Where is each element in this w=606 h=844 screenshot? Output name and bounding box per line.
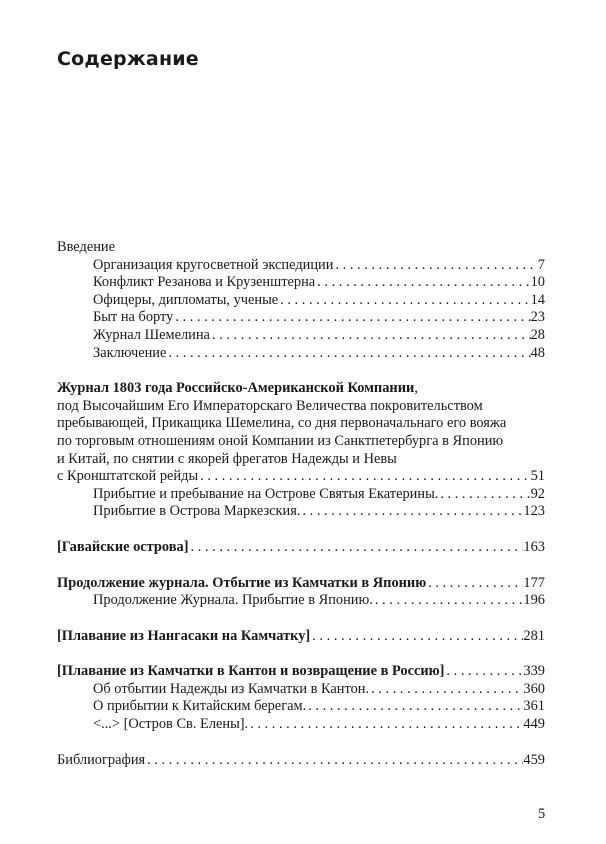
dot-leader [145, 752, 523, 770]
toc-entry[interactable] [57, 663, 545, 681]
dot-leader [166, 345, 530, 363]
toc-entry-page: 339 [523, 663, 545, 680]
toc-section-intro-title: Введение [57, 239, 116, 255]
dot-leader [248, 716, 523, 734]
journal-description-line: по торговым отношениям оной Компании из Санктпетербурга в Японию [57, 432, 504, 449]
journal-title-comma: , [414, 380, 418, 397]
toc-entry[interactable] [57, 345, 545, 363]
toc-entry-title: О прибытии к Китайским берегам. [93, 698, 307, 715]
toc-entry-title: Быт на борту [93, 309, 174, 326]
journal-description-line: пребывающей, Прикащика Шемелина, со дня первоначальнаго его вояжа [57, 415, 507, 432]
dot-leader [278, 292, 530, 310]
dot-leader [300, 503, 523, 521]
toc-entry[interactable] [57, 752, 545, 770]
dot-leader [315, 274, 530, 292]
journal-description-line: под Высочайшим Его Императорскаго Величества покровительством [57, 397, 483, 414]
toc-entry-title: Журнал Шемелина [93, 326, 210, 343]
dot-leader [373, 592, 524, 610]
dot-leader [173, 309, 530, 327]
toc-entry-title: Заключение [93, 344, 167, 361]
section-spacer [57, 645, 545, 663]
toc-entry[interactable] [57, 503, 545, 521]
toc-entry-page: 28 [530, 326, 545, 343]
dot-leader [444, 663, 523, 681]
toc-entry-page: 48 [530, 344, 545, 361]
toc-section-journal-title[interactable] [57, 380, 545, 398]
toc-entry[interactable] [57, 257, 545, 275]
table-of-contents [57, 239, 545, 769]
toc-entry-title: Продолжение журнала. Отбытие из Камчатки в Японию [57, 574, 427, 591]
dot-leader [369, 681, 523, 699]
toc-entry-title: <...> [Остров Св. Елены]. [93, 716, 249, 733]
toc-entry-page: 177 [523, 574, 545, 591]
toc-entry-page: 196 [523, 592, 545, 609]
section-spacer [57, 521, 545, 539]
toc-entry-title: Об отбытии Надежды из Камчатки в Кантон. [93, 680, 370, 697]
toc-entry[interactable] [57, 292, 545, 310]
toc-entry-page: 449 [523, 716, 545, 733]
dot-leader [210, 327, 531, 345]
journal-description-line: и Китай, по снятии с якорей фрегатов Надежды и Невы [57, 450, 397, 467]
toc-entry-page: 281 [523, 627, 545, 644]
toc-entry-page: 360 [523, 680, 545, 697]
toc-entry[interactable] [57, 592, 545, 610]
toc-entry-title: [Гавайские острова] [57, 538, 189, 555]
section-spacer [57, 734, 545, 752]
toc-entry-title: с Кронштатской рейды [57, 468, 199, 485]
toc-entry[interactable] [57, 716, 545, 734]
page-number: 5 [538, 806, 546, 822]
dot-leader [438, 486, 530, 504]
toc-entry-title: Прибытие в Острова Маркезския. [93, 503, 301, 520]
toc-entry-page: 10 [530, 274, 545, 291]
toc-entry-title: Офицеры, дипломаты, ученые [93, 291, 279, 308]
toc-entry[interactable] [57, 575, 545, 593]
toc-entry-page: 163 [523, 538, 545, 555]
toc-entry-title: Прибытие и пребывание на Острове Святыя Екатерины. [93, 485, 439, 502]
toc-entry[interactable] [57, 309, 545, 327]
toc-entry[interactable] [57, 698, 545, 716]
toc-entry-page: 7 [537, 256, 545, 273]
dot-leader [333, 257, 537, 275]
toc-entry[interactable] [57, 274, 545, 292]
toc-entry[interactable] [57, 539, 545, 557]
toc-entry-page: 361 [523, 698, 545, 715]
toc-entry-title: [Плавание из Нангасаки на Камчатку] [57, 627, 311, 644]
toc-entry-page: 92 [530, 485, 545, 502]
toc-entry-page: 51 [530, 468, 545, 485]
dot-leader [426, 575, 523, 593]
toc-entry-page: 23 [530, 309, 545, 326]
section-spacer [57, 610, 545, 628]
toc-entry-title: Конфликт Резанова и Крузенштерна [93, 274, 316, 291]
toc-entry-page: 14 [530, 291, 545, 308]
toc-entry-title: Библиография [57, 751, 146, 768]
toc-entry-title: [Плавание из Камчатки в Кантон и возвращение в Россию] [57, 663, 445, 680]
toc-entry[interactable] [57, 486, 545, 504]
toc-entry-page: 123 [523, 503, 545, 520]
toc-entry[interactable] [57, 628, 545, 646]
dot-leader [189, 539, 524, 557]
toc-entry-title: Организация кругосветной экспедиции [93, 256, 334, 273]
dot-leader [198, 468, 530, 486]
page-title: Содержание [57, 48, 199, 70]
toc-entry-page: 459 [523, 751, 545, 768]
section-spacer [57, 362, 545, 380]
dot-leader [310, 628, 523, 646]
toc-entry[interactable] [57, 327, 545, 345]
dot-leader [306, 698, 523, 716]
toc-entry-title: Продолжение Журнала. Прибытие в Японию. [93, 592, 373, 609]
section-spacer [57, 557, 545, 575]
journal-title-bold: Журнал 1803 года Российско-Американской Компании [57, 380, 415, 397]
toc-entry[interactable] [57, 681, 545, 699]
toc-entry[interactable] [57, 468, 545, 486]
